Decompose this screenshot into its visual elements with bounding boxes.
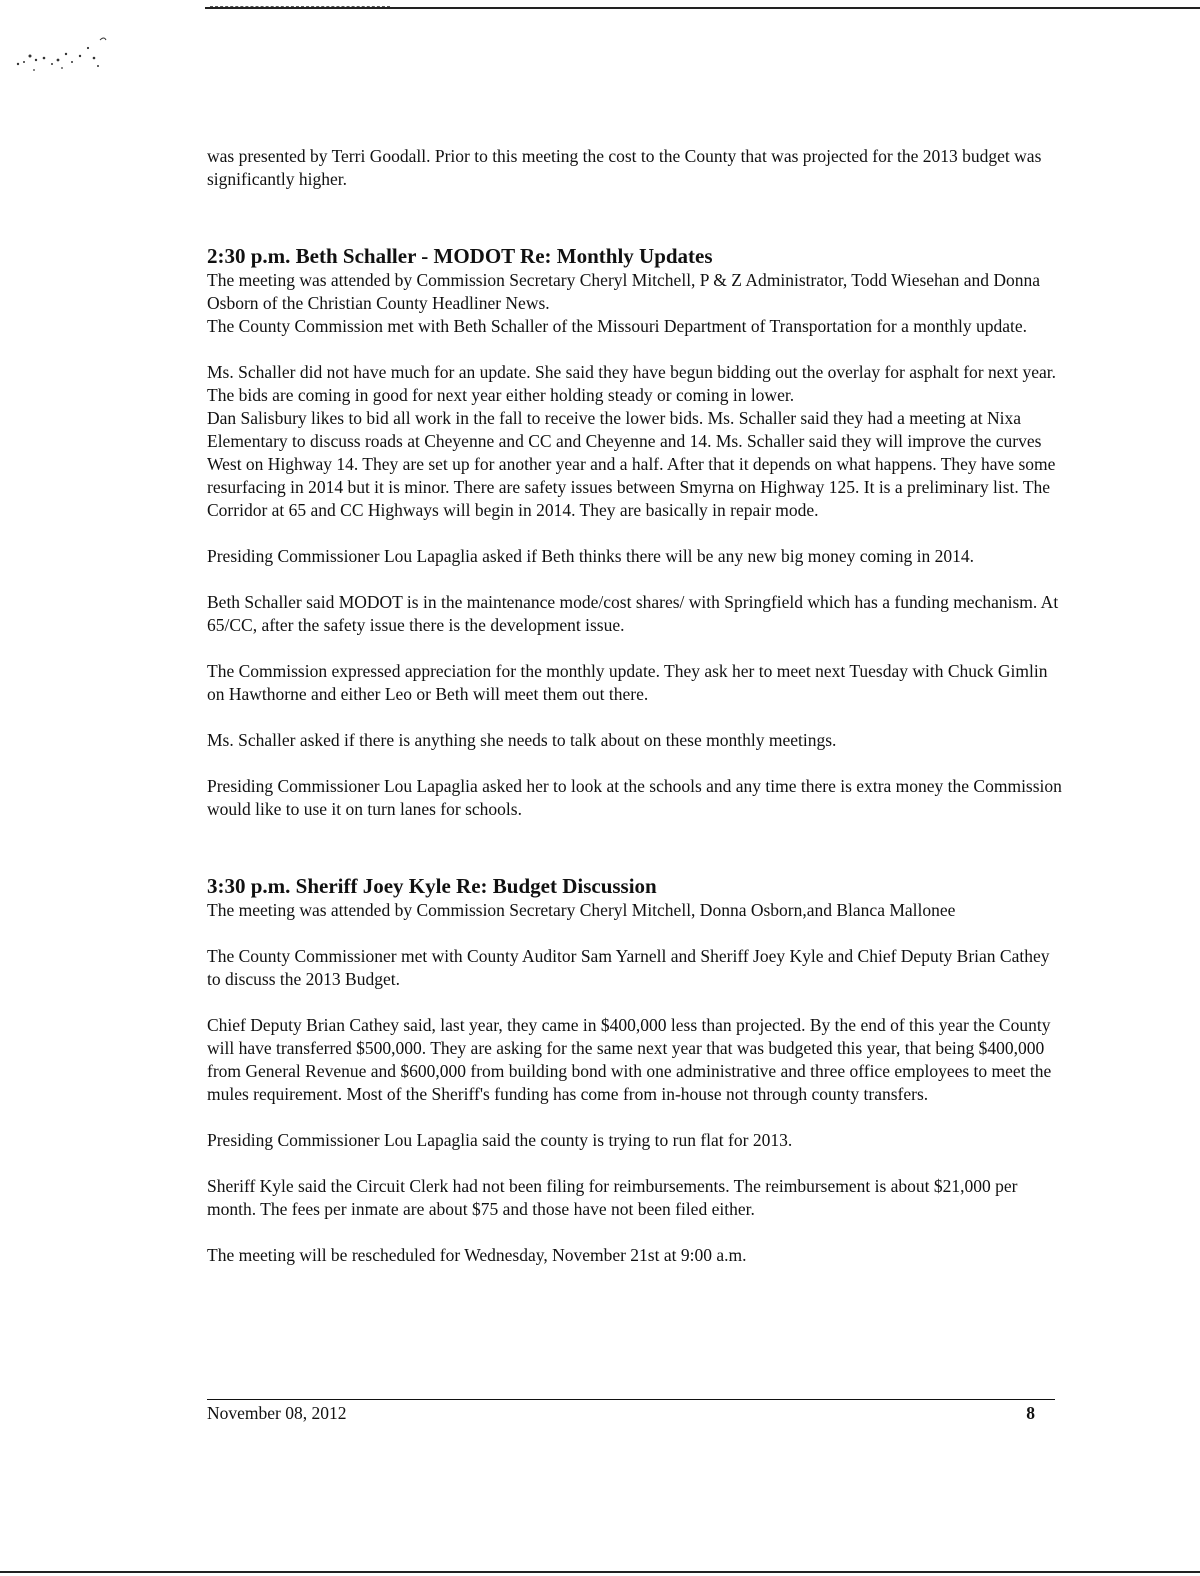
paragraph: Presiding Commissioner Lou Lapaglia asked her to look at the schools and any time there is extra money the Commission would like to use it on turn lanes for schools. [207, 776, 1062, 819]
section-heading-modot: 2:30 p.m. Beth Schaller - MODOT Re: Monthly Updates [207, 244, 713, 268]
scan-top-edge-marks [210, 0, 390, 7]
paragraph: The County Commissioner met with County Auditor Sam Yarnell and Sheriff Joey Kyle and Chief Deputy Brian Cathey to discuss the 2013 Budget. [207, 946, 1050, 989]
paragraph: Beth Schaller said MODOT is in the maintenance mode/cost shares/ with Springfield which has a funding mechanism. At 65/CC, after the safety issue there is the development issue. [207, 592, 1059, 635]
scan-bottom-edge-line [0, 1571, 1200, 1573]
paragraph: The Commission expressed appreciation for the monthly update. They ask her to meet next Tuesday with Chuck Gimlin on Hawthorne and either Leo or Beth will meet them out there. [207, 661, 1048, 704]
paragraph: The meeting was attended by Commission Secretary Cheryl Mitchell, P & Z Administrator, Todd Wiesehan and Donna Osborn of the Christian County Headliner News. [207, 270, 1041, 313]
scan-speckle-marks [14, 34, 114, 84]
intro-paragraph: was presented by Terri Goodall. Prior to this meeting the cost to the County that was projected for the 2013 budget was significantly higher. [207, 146, 1042, 189]
document-body [207, 145, 1067, 1267]
paragraph: Ms. Schaller did not have much for an update. She said they have begun bidding out the overlay for asphalt for next year. The bids are coming in good for next year either holding steady or coming in lower. [207, 362, 1057, 405]
footer-date: November 08, 2012 [207, 1403, 347, 1423]
section-modot-update [207, 243, 1067, 821]
paragraph: The meeting will be rescheduled for Wednesday, November 21st at 9:00 a.m. [207, 1245, 747, 1265]
paragraph: Ms. Schaller asked if there is anything she needs to talk about on these monthly meetings. [207, 730, 837, 750]
page-number: 8 [1026, 1403, 1035, 1423]
paragraph: The meeting was attended by Commission Secretary Cheryl Mitchell, Donna Osborn,and Blanca Mallonee [207, 900, 956, 920]
paragraph: Sheriff Kyle said the Circuit Clerk had not been filing for reimbursements. The reimbursement is about $21,000 per month. The fees per inmate are about $75 and those have not been filed either. [207, 1176, 1018, 1219]
page-footer [207, 1399, 1055, 1424]
paragraph: Chief Deputy Brian Cathey said, last year, they came in $400,000 less than projected. By the end of this year the County will have transferred $500,000. They are asking for the same next year that was budgeted this year, that being $400,000 from General Revenue and $600,000 from building bond with one administrative and three office employees to meet the mules requirement. Most of the Sheriff's funding has come from in-house not through county transfers. [207, 1015, 1052, 1104]
paragraph: Presiding Commissioner Lou Lapaglia asked if Beth thinks there will be any new big money coming in 2014. [207, 546, 974, 566]
paragraph: Presiding Commissioner Lou Lapaglia said the county is trying to run flat for 2013. [207, 1130, 793, 1150]
section-heading-sheriff: 3:30 p.m. Sheriff Joey Kyle Re: Budget Discussion [207, 874, 657, 898]
scan-top-edge-line [205, 7, 1200, 9]
section-sheriff-budget [207, 873, 1067, 1267]
paragraph: Dan Salisbury likes to bid all work in the fall to receive the lower bids. Ms. Schaller said they had a meeting at Nixa Elementary to discuss roads at Cheyenne and CC and Cheyenne and 14. Ms. Schaller said they will improve the curves West on Highway 14. They are set up for another year and a half. After that it depends on what happens. They have some resurfacing in 2014 but it is minor. There are safety issues between Smyrna on Highway 125. It is a preliminary list. The Corridor at 65 and CC Highways will begin in 2014. They are basically in repair mode. [207, 408, 1056, 520]
paragraph: The County Commission met with Beth Schaller of the Missouri Department of Transportation for a monthly update. [207, 316, 1027, 336]
